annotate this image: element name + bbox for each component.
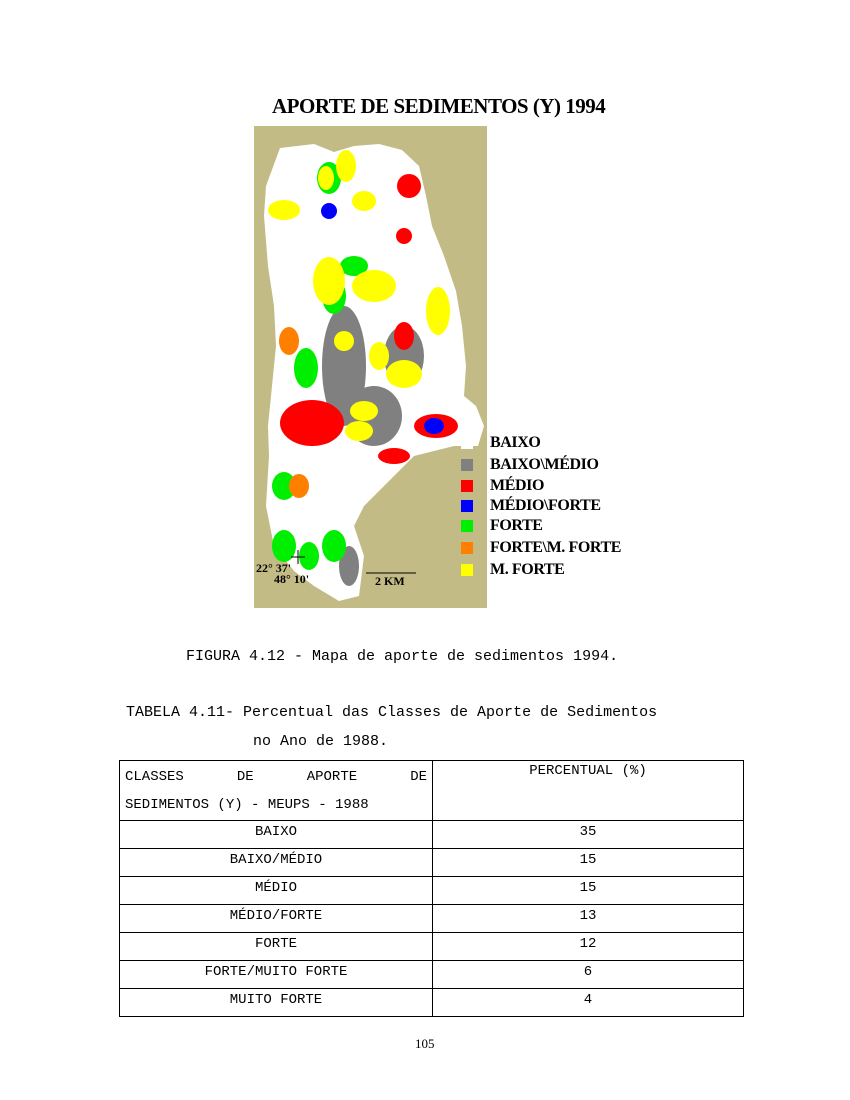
header-word: DE [236, 769, 254, 785]
cell-percentual: 6 [433, 961, 744, 989]
legend-swatch [461, 480, 473, 492]
legend-label: BAIXO\MÉDIO [490, 456, 599, 473]
legend-label: FORTE\M. FORTE [490, 539, 622, 556]
cell-classe: MÉDIO/FORTE [120, 905, 433, 933]
cell-percentual: 4 [433, 989, 744, 1017]
header-line2: SEDIMENTOS (Y) - MEUPS - 1988 [125, 797, 369, 813]
cell-classe: MUITO FORTE [120, 989, 433, 1017]
table-header-row [120, 761, 744, 821]
sediment-map [254, 126, 487, 608]
cell-classe: BAIXO [120, 821, 433, 849]
legend-item [461, 434, 540, 452]
legend-label: FORTE [490, 517, 543, 534]
legend-swatch [461, 500, 473, 512]
table-row [120, 877, 744, 905]
header-percentual: PERCENTUAL (%) [433, 761, 744, 821]
cell-percentual: 13 [433, 905, 744, 933]
cell-classe: BAIXO/MÉDIO [120, 849, 433, 877]
figure-caption: FIGURA 4.12 - Mapa de aporte de sedimentos 1994. [186, 648, 619, 665]
legend-label: BAIXO [490, 434, 541, 451]
legend-label: MÉDIO\FORTE [490, 497, 601, 514]
legend-item [461, 539, 621, 557]
map-title: APORTE DE SEDIMENTOS (Y) 1994 [272, 94, 606, 118]
legend-label: MÉDIO [490, 477, 545, 494]
cell-percentual: 15 [433, 849, 744, 877]
legend-item [461, 456, 599, 474]
legend-item [461, 517, 543, 535]
cell-classe: MÉDIO [120, 877, 433, 905]
legend-item [461, 561, 564, 579]
table-title: TABELA 4.11- Percentual das Classes de Aporte de Sedimentos [126, 704, 658, 721]
header-classes [120, 761, 433, 821]
legend-item [461, 477, 544, 495]
legend-swatch [461, 520, 473, 532]
table-row [120, 961, 744, 989]
legend-swatch [461, 437, 473, 449]
cell-percentual: 12 [433, 933, 744, 961]
cell-percentual: 15 [433, 877, 744, 905]
cell-percentual: 35 [433, 821, 744, 849]
legend-swatch [461, 542, 473, 554]
table-row [120, 849, 744, 877]
legend-label: M. FORTE [490, 561, 565, 578]
scale-label: 2 KM [375, 574, 405, 588]
cell-classe: FORTE/MUITO FORTE [120, 961, 433, 989]
page-number: 105 [415, 1036, 435, 1051]
cell-classe: FORTE [120, 933, 433, 961]
table-row [120, 905, 744, 933]
table-row [120, 933, 744, 961]
header-word: DE [410, 769, 427, 785]
table-row [120, 989, 744, 1017]
header-word: APORTE [306, 769, 358, 785]
legend-swatch [461, 459, 473, 471]
coord-latitude: 22° 37' [256, 561, 292, 575]
legend-swatch [461, 564, 473, 576]
table-title-continuation: no Ano de 1988. [253, 733, 389, 750]
header-word: CLASSES [125, 769, 184, 785]
coord-longitude: 48° 10' [274, 572, 310, 586]
table-row [120, 821, 744, 849]
sediment-classes-table [119, 760, 744, 1017]
legend-item [461, 497, 601, 515]
